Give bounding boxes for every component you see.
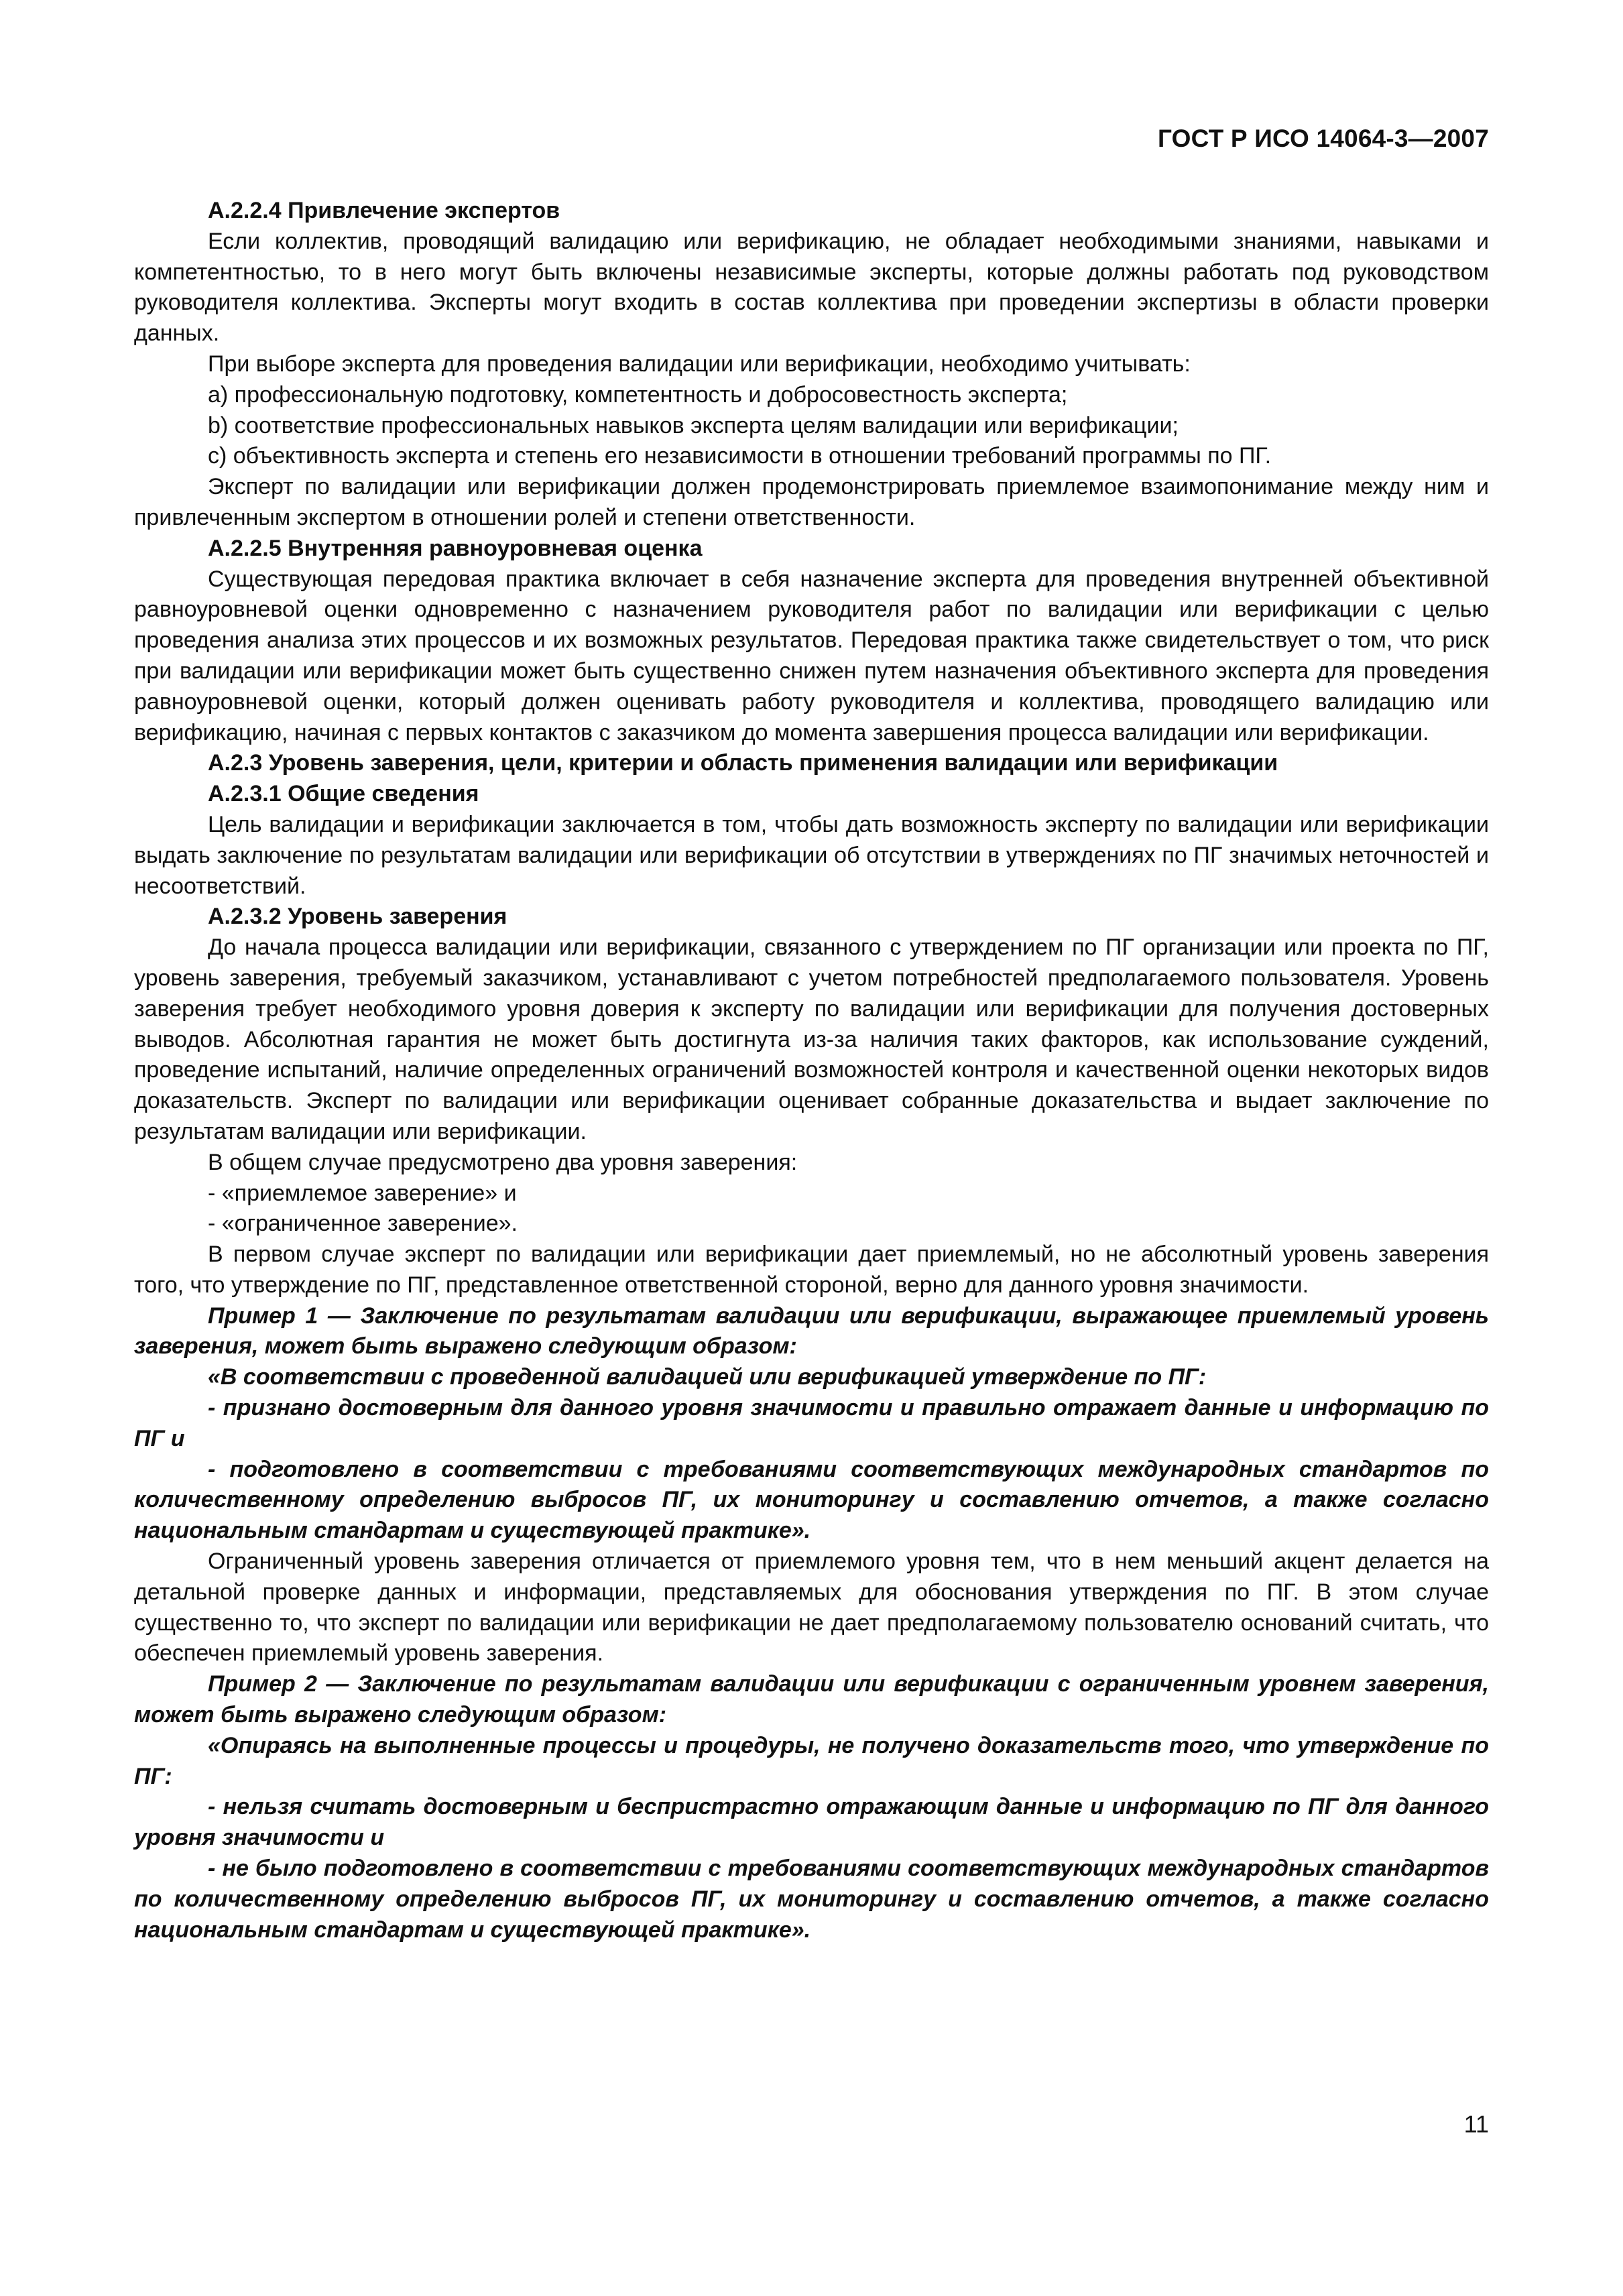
list-item: a) профессиональную подготовку, компетентность и добросовестность эксперта; bbox=[208, 381, 1068, 408]
paragraph: Ограниченный уровень заверения отличается от приемлемого уровня тем, что в нем меньший акцент делается на детальной проверке данных и информации, представляемых для обоснования утверждения по ПГ. В этом случае существенно то, что эксперт по валидации или верификации не дает предполагаемому пользователю оснований считать, что обеспечен приемлемый уровень заверения. bbox=[134, 1549, 1489, 1667]
example-text: - нельзя считать достоверным и беспристрастно отражающим данные и информацию по ПГ для данного уровня значимости и bbox=[134, 1794, 1489, 1851]
paragraph: В общем случае предусмотрено два уровня заверения: bbox=[208, 1149, 798, 1175]
paragraph: Существующая передовая практика включает в себя назначение эксперта для проведения внутренней объективной равноуровневой оценки одновременно с назначением руководителя работ по валидации или верификации с целью проведения анализа этих процессов и их возможных результатов. Передовая практика также свидетельствует о том, что риск при валидации или верификации может быть существенно снижен путем назначения объективного эксперта для проведения равноуровневой оценки, который должен оценивать работу руководителя и коллектива, проводящего валидацию или верификацию, начиная с первых контактов с заказчиком до момента завершения процесса валидации или верификации. bbox=[134, 566, 1489, 745]
example-text: «В соответствии с проведенной валидацией или верификацией утверждение по ПГ: bbox=[208, 1364, 1207, 1390]
list-item: c) объективность эксперта и степень его независимости в отношении требований программы по ПГ. bbox=[208, 443, 1272, 469]
list-item: - «ограниченное заверение». bbox=[208, 1211, 518, 1237]
section-heading: А.2.3 Уровень заверения, цели, критерии и область применения валидации или верификации bbox=[208, 750, 1278, 776]
example-text: - признано достоверным для данного уровня значимости и правильно отражает данные и информацию по ПГ и bbox=[134, 1395, 1489, 1451]
section-heading: А.2.2.4 Привлечение экспертов bbox=[208, 198, 560, 223]
page-number: 11 bbox=[1463, 2110, 1489, 2138]
section-heading: А.2.3.1 Общие сведения bbox=[208, 781, 479, 807]
example-text: «Опираясь на выполненные процессы и процедуры, не получено доказательств того, что утверждение по ПГ: bbox=[134, 1732, 1489, 1789]
paragraph: До начала процесса валидации или верификации, связанного с утверждением по ПГ организации или проекта по ПГ, уровень заверения, требуемый заказчиком, устанавливают с учетом потребностей предполагаемого пользователя. Уровень заверения требует необходимого уровня доверия к эксперту по валидации или верификации для получения достоверных выводов. Абсолютная гарантия не может быть достигнута из-за наличия таких факторов, как использование суждений, проведение испытаний, наличие определенных ограничений возможностей контроля и качественной оценки некоторых видов доказательств. Эксперт по валидации или верификации оценивает собранные доказательства и выдает заключение по результатам валидации или верификации. bbox=[134, 934, 1489, 1144]
example-text: Пример 1 — Заключение по результатам валидации или верификации, выражающее приемлемый уровень заверения, может быть выражено следующим образом: bbox=[134, 1303, 1489, 1360]
example-text: - не было подготовлено в соответствии с требованиями соответствующих международных стандартов по количественному определению выбросов ПГ, их мониторингу и составлению отчетов, а также согласно национальным стандартам и существующей практике». bbox=[134, 1856, 1489, 1943]
list-item: b) соответствие профессиональных навыков эксперта целям валидации или верификации; bbox=[208, 412, 1179, 438]
section-heading: А.2.3.2 Уровень заверения bbox=[208, 904, 507, 930]
document-body bbox=[134, 196, 1489, 1945]
section-heading: А.2.2.5 Внутренняя равноуровневая оценка bbox=[208, 535, 703, 561]
list-item: - «приемлемое заверение» и bbox=[208, 1180, 517, 1206]
paragraph: Эксперт по валидации или верификации должен продемонстрировать приемлемое взаимопонимание между ним и привлеченным экспертом в отношении ролей и степени ответственности. bbox=[134, 474, 1489, 530]
paragraph: В первом случае эксперт по валидации или верификации дает приемлемый, но не абсолютный уровень заверения того, что утверждение по ПГ, представленное ответственной стороной, верно для данного уровня значимости. bbox=[134, 1242, 1489, 1298]
example-text: - подготовлено в соответствии с требованиями соответствующих международных стандартов по количественному определению выбросов ПГ, их мониторингу и составлению отчетов, а также согласно национальным стандартам и существующей практике». bbox=[134, 1456, 1489, 1544]
paragraph: Цель валидации и верификации заключается в том, чтобы дать возможность эксперту по валидации или верификации выдать заключение по результатам валидации или верификации об отсутствии в утверждениях по ПГ значимых неточностей и несоответствий. bbox=[134, 811, 1489, 899]
example-text: Пример 2 — Заключение по результатам валидации или верификации с ограниченным уровнем заверения, может быть выражено следующим образом: bbox=[134, 1671, 1489, 1728]
paragraph: Если коллектив, проводящий валидацию или верификацию, не обладает необходимыми знаниями, навыками и компетентностью, то в него могут быть включены независимые эксперты, которые должны работать под руководством руководителя коллектива. Эксперты могут входить в состав коллектива при проведении экспертизы в области проверки данных. bbox=[134, 228, 1489, 347]
document-code: ГОСТ Р ИСО 14064-3—2007 bbox=[1157, 125, 1489, 152]
paragraph: При выборе эксперта для проведения валидации или верификации, необходимо учитывать: bbox=[208, 351, 1191, 377]
